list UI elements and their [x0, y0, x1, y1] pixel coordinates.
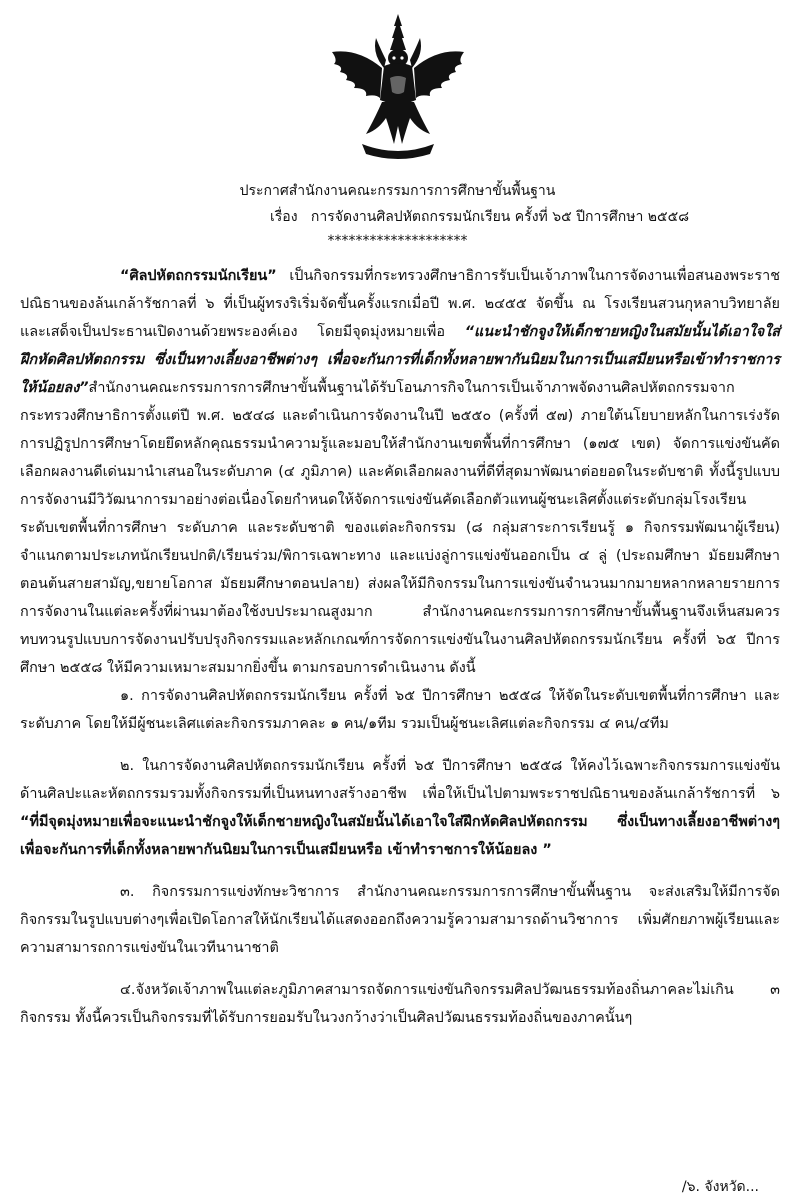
- intro-text-a: เป็นกิจกรรมที่กระทรวงศึกษาธิการรับเป็นเจ้าภาพในการจัดงานเพื่อสนองพระราชปณิธานของล้นเกล้ารัชกาลที่ ๖ ที่เป็นผู้ทรงริเริ่มจัดขึ้นครั้งแรกเมื่อปี พ.ศ. ๒๔๕๕ จัดขึ้น ณ โรงเรียนสวนกุหลาบวิทยาลัย และเสด็จเป็นประธานเปิดงานด้วยพระองค์เอง โดยมีจุดมุ่งหมายเพื่อ: [20, 268, 780, 340]
- subject-label: เรื่อง: [270, 209, 298, 225]
- intro-paragraph: [20, 262, 780, 682]
- item-4-text: ๔.จังหวัดเจ้าภาพในแต่ละภูมิภาคสามารถจัดการแข่งขันกิจกรรมศิลปวัฒนธรรมท้องถิ่นภาคละไม่เกิน ๓ กิจกรรม ทั้งนี้ควรเป็นกิจกรรมที่ได้รับการยอมรับในวงกว้างว่าเป็นศิลปวัฒนธรรมท้องถิ่นของภาคนั้นๆ: [20, 982, 780, 1026]
- subject-text: การจัดงานศิลปหัตถกรรมนักเรียน ครั้งที่ ๖๕ ปีการศึกษา ๒๕๕๘: [310, 209, 690, 225]
- document-body: [20, 262, 780, 1032]
- item-3: [20, 878, 780, 962]
- item-2: [20, 752, 780, 864]
- item-2-text: ๒. ในการจัดงานศิลปหัตถกรรมนักเรียน ครั้งที่ ๖๕ ปีการศึกษา ๒๕๕๘ ให้คงไว้เฉพาะกิจกรรมการแข่งขันด้านศิลปะและหัตถกรรมรวมทั้งกิจกรรมที่เป็นหนทางสร้างอาชีพ เพื่อให้เป็นไปตามพระราชปณิธานของล้นเกล้ารัชการที่ ๖: [20, 758, 780, 802]
- item-3-text: ๓. กิจกรรมการแข่งทักษะวิชาการ สำนักงานคณะกรรมการการศึกษาขั้นพื้นฐาน จะส่งเสริมให้มีการจัดกิจกรรมในรูปแบบต่างๆเพื่อเปิดโอกาสให้นักเรียนได้แสดงออกถึงความรู้ความสามารถด้านวิชาการ เพิ่มศักยภาพผู้เรียนและความสามารถการแข่งขันในเวทีนานาชาติ: [20, 884, 780, 956]
- intro-text-b: สำนักงานคณะกรรมการการศึกษาขั้นพื้นฐานได้รับโอนภารกิจในการเป็นเจ้าภาพจัดงานศิลปหัตถกรรมจากกระทรวงศึกษาธิการตั้งแต่ปี พ.ศ. ๒๕๔๘ และดำเนินการจัดงานในปี ๒๕๕๐ (ครั้งที่ ๕๗) ภายใต้นโยบายหลักในการเร่งรัดการปฏิรูปการศึกษาโดยยึดหลักคุณธรรมนำความรู้และมอบให้สำนักงานเขตพื้นที่การศึกษา (๑๗๕ เขต) จัดการแข่งขันคัดเลือกผลงานดีเด่นมานำเสนอในระดับภาค (๔ ภูมิภาค) และคัดเลือกผลงานที่ดีที่สุดมาพัฒนาต่อยอดในระดับชาติ ทั้งนี้รูปแบบการจัดงานมีวิวัฒนาการมาอย่างต่อเนื่องโดยกำหนดให้จัดการแข่งขันคัดเลือกตัวแทนผู้ชนะเลิศตั้งแต่ระดับกลุ่มโรงเรียน ระดับเขตพื้นที่การศึกษา ระดับภาค และระดับชาติ ของแต่ละกิจกรรม (๘ กลุ่มสาระการเรียนรู้ ๑ กิจกรรมพัฒนาผู้เรียน) จำแนกตามประเภทนักเรียนปกติ/เรียนร่วม/พิการเฉพาะทาง และแบ่งลู่การแข่งขันออกเป็น ๔ ลู่ (ประถมศึกษา มัธยมศึกษาตอนต้นสายสามัญ,ขยายโอกาส มัธยมศึกษาตอนปลาย) ส่งผลให้มีกิจกรรมในการแข่งขันจำนวนมากมายหลากหลายรายการ การจัดงานในแต่ละครั้งที่ผ่านมาต้องใช้งบประมาณสูงมาก สำนักงานคณะกรรมการการศึกษาขั้นพื้นฐานจึงเห็นสมควรทบทวนรูปแบบการจัดงานปรับปรุงกิจกรรมและหลักเกณฑ์การจัดการแข่งขันในงานศิลปหัตถกรรมนักเรียน ครั้งที่ ๖๕ ปีการศึกษา ๒๕๕๘ ให้มีความเหมาะสมมากยิ่งขึ้น ตามกรอบการดำเนินงาน ดังนี้: [20, 380, 780, 676]
- intro-quote: “แนะนำชักจูงให้เด็กชายหญิงในสมัยนั้นได้เอาใจใส่ฝึกหัดศิลปหัตถกรรม ซึ่งเป็นทางเลี้ยงอาชีพต่างๆ เพื่อจะกันการที่เด็กทั้งหลายพากันนิยมในการเป็นเสมียนหรือเข้าทำราชการให้น้อยลง”: [20, 324, 780, 396]
- intro-lead: “ศิลปหัตถกรรมนักเรียน”: [120, 268, 277, 284]
- announcement-subject: [270, 206, 795, 228]
- item-1: [20, 682, 780, 738]
- announcement-title: ประกาศสำนักงานคณะกรรมการการศึกษาขั้นพื้นฐาน: [239, 183, 556, 199]
- page-continuation: /๖. จังหวัด...: [681, 1179, 759, 1195]
- item-1-text: ๑. การจัดงานศิลปหัตถกรรมนักเรียน ครั้งที่ ๖๕ ปีการศึกษา ๒๕๕๘ ให้จัดในระดับเขตพื้นที่การศึกษา และระดับภาค โดยให้มีผู้ชนะเลิศแต่ละกิจกรรมภาคละ ๑ คน/๑ทีม รวมเป็นผู้ชนะเลิศแต่ละกิจกรรม ๔ คน/๔ทีม: [20, 688, 780, 732]
- garuda-emblem-icon: [318, 8, 478, 168]
- item-2-quote: “ที่มีจุดมุ่งหมายเพื่อจะแนะนำชักจูงให้เด็กชายหญิงในสมัยนั้นได้เอาใจใส่ฝึกหัดศิลปหัตถกรรม ซึ่งเป็นทางเลี้ยงอาชีพต่างๆ เพื่อจะกันการที่เด็กทั้งหลายพากันนิยมในการเป็นเสมียนหรือ เข้าทำราชการให้น้อยลง ”: [20, 814, 780, 858]
- separator-stars: ********************: [327, 233, 468, 249]
- item-4: [20, 976, 780, 1032]
